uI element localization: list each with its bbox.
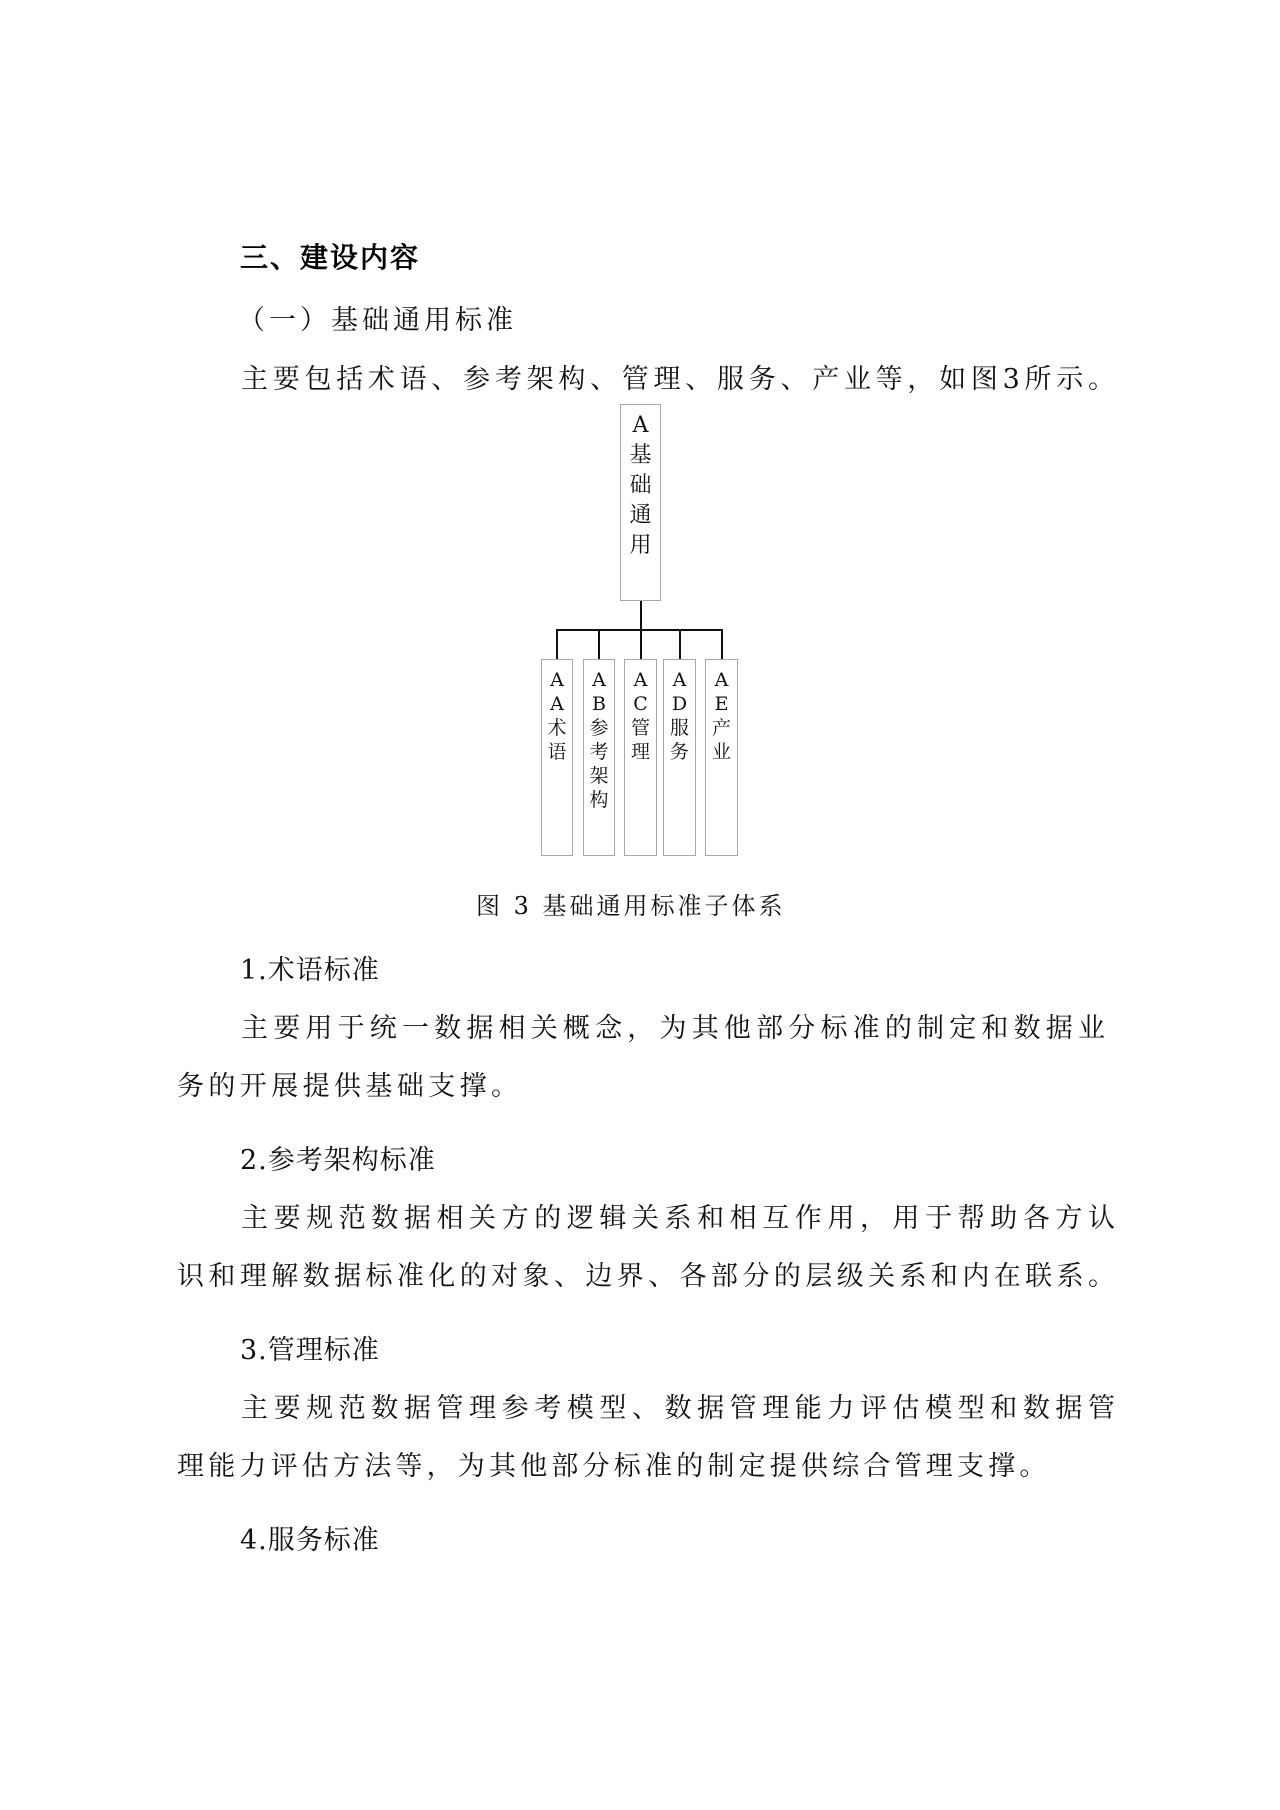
child-label-char: 服: [669, 717, 689, 739]
item-title: 2.参考架构标准: [240, 1145, 436, 1176]
child-label-char: 产: [711, 717, 731, 739]
root-label-char: 用: [629, 533, 652, 558]
child-code-char: A: [550, 693, 564, 715]
child-node-ac: [624, 659, 657, 856]
child-label-char: 参: [589, 717, 609, 739]
item-body-line: 务的开展提供基础支撑。: [177, 1071, 523, 1102]
root-code: A: [632, 413, 649, 438]
connector-child: [721, 629, 723, 659]
root-label-char: 础: [629, 473, 652, 498]
child-code-char: D: [671, 693, 688, 715]
child-code-char: A: [714, 669, 729, 691]
item-body-line: 主要用于统一数据相关概念，为其他部分标准的制定和数据业: [241, 1013, 1105, 1044]
section-heading: 三、建设内容: [240, 241, 421, 274]
item-body-line: 识和理解数据标准化的对象、边界、各部分的层级关系和内在联系。: [177, 1261, 1115, 1292]
item-title: 4.服务标准: [240, 1525, 380, 1556]
child-code-char: B: [592, 693, 606, 715]
item-body-line: 理能力评估方法等，为其他部分标准的制定提供综合管理支撑。: [177, 1451, 1051, 1482]
connector-child: [679, 629, 681, 659]
child-code-char: A: [633, 669, 648, 691]
figure-caption: 图 3 基础通用标准子体系: [476, 892, 786, 920]
child-label-char: 语: [547, 741, 567, 763]
subsection-heading: （一）基础通用标准: [238, 305, 517, 336]
child-label-char: 理: [630, 741, 650, 763]
child-node-ab: [583, 659, 615, 856]
intro-paragraph: 主要包括术语、参考架构、管理、服务、产业等，如图3所示。: [241, 364, 1115, 395]
child-code-char: A: [672, 669, 687, 691]
connector-root: [640, 601, 642, 630]
item-body-line: 主要规范数据管理参考模型、数据管理能力评估模型和数据管: [241, 1393, 1115, 1424]
root-label-char: 通: [629, 503, 652, 528]
child-code-char: A: [592, 669, 606, 691]
item-body-line: 主要规范数据相关方的逻辑关系和相互作用，用于帮助各方认: [241, 1203, 1115, 1234]
child-node-aa: [541, 659, 573, 856]
child-label-char: 架: [589, 765, 609, 787]
child-node-ad: [663, 659, 696, 856]
root-label-char: 基: [629, 443, 652, 468]
root-node: [620, 404, 661, 601]
connector-child: [556, 629, 558, 659]
child-code-char: A: [550, 669, 564, 691]
child-label-char: 术: [547, 717, 567, 739]
item-title: 3.管理标准: [240, 1335, 380, 1366]
child-label-char: 考: [589, 741, 609, 763]
child-label-char: 务: [669, 741, 689, 763]
connector-child: [640, 629, 642, 659]
child-label-char: 业: [711, 741, 731, 763]
child-label-char: 构: [589, 789, 609, 811]
item-title: 1.术语标准: [240, 955, 380, 986]
child-code-char: C: [633, 693, 648, 715]
child-code-char: E: [714, 693, 729, 715]
child-node-ae: [705, 659, 738, 856]
connector-child: [598, 629, 600, 659]
child-label-char: 管: [630, 717, 650, 739]
